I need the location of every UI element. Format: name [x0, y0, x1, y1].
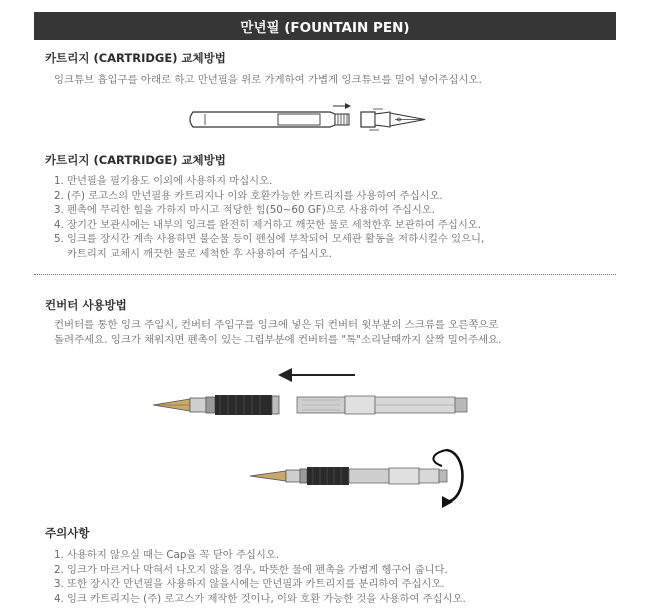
list-item-continuation: 카트리지 교체시 깨끗한 물로 세척한 후 사용하여 주십시오. [67, 247, 332, 260]
page-title: 만년필 (FOUNTAIN PEN) [34, 12, 616, 40]
list-item: 3. 또한 장시간 만년필을 사용하지 않을시에는 만년필과 카트리지를 분리하여 주십시오. [54, 578, 445, 591]
converter-heading: 컨버터 사용방법 [45, 298, 127, 312]
list-item: 2. 잉크가 마르거나 막혀서 나오지 않을 경우, 따뜻한 물에 펜촉을 가볍게 헹구어 줍니다. [54, 563, 448, 576]
list-item: 4. 잉크 카트리지는 (주) 로고스가 제작한 것이나, 이와 호환 가능한 것을 사용하여 주십시오. [54, 592, 466, 605]
cartridge-replace-heading: 카트리지 (CARTRIDGE) 교체방법 [45, 51, 226, 65]
cartridge-pen-illustration [185, 100, 455, 140]
precautions-heading: 주의사항 [45, 526, 90, 540]
section-divider [34, 274, 616, 275]
list-item: 3. 펜촉에 무리한 힘을 가하지 마시고 적당한 힘(50~60 GF)으로 사용하여 주십시오. [54, 204, 436, 217]
converter-twist-photo [250, 438, 490, 508]
precautions-list [54, 548, 466, 606]
list-item: 2. (주) 로고스의 만년필용 카트리지나 이와 호환가능한 카트리지를 사용하여 주십시오. [54, 189, 443, 202]
converter-text-line-2: 돌려주세요. 잉크가 채워지면 펜촉이 있는 그립부분에 컨버터를 "톡"소리날때까지 살짝 밀어주세요. [54, 334, 502, 346]
caution-usage-heading: 카트리지 (CARTRIDGE) 교체방법 [45, 153, 226, 167]
list-item: 1. 만년필을 필기용도 이외에 사용하지 마십시오. [54, 175, 273, 187]
list-item: 4. 장기간 보관시에는 내부의 잉크를 완전히 제거하고 깨끗한 물로 세척한후 보관하여 주십시오. [54, 218, 481, 231]
usage-list [54, 174, 484, 262]
list-item: 1. 사용하지 않으실 때는 Cap을 꼭 닫아 주십시오. [54, 549, 280, 561]
cartridge-replace-text: 잉크튜브 흡입구를 아래로 하고 만년필을 위로 가게하여 가볍게 잉크튜브를 밀어 넣어주십시오. [54, 74, 482, 86]
list-item: 5. 잉크를 장시간 계속 사용하면 불순물 등이 펜심에 부착되어 모세관 활동을 저하시킬수 있으니, [54, 233, 485, 246]
converter-insert-photo [150, 360, 480, 420]
converter-text-line-1: 컨버터를 통한 잉크 주입시, 컨버터 주입구를 잉크에 넣은 뒤 컨버터 윗부분의 스크류를 오른쪽으로 [54, 319, 499, 331]
